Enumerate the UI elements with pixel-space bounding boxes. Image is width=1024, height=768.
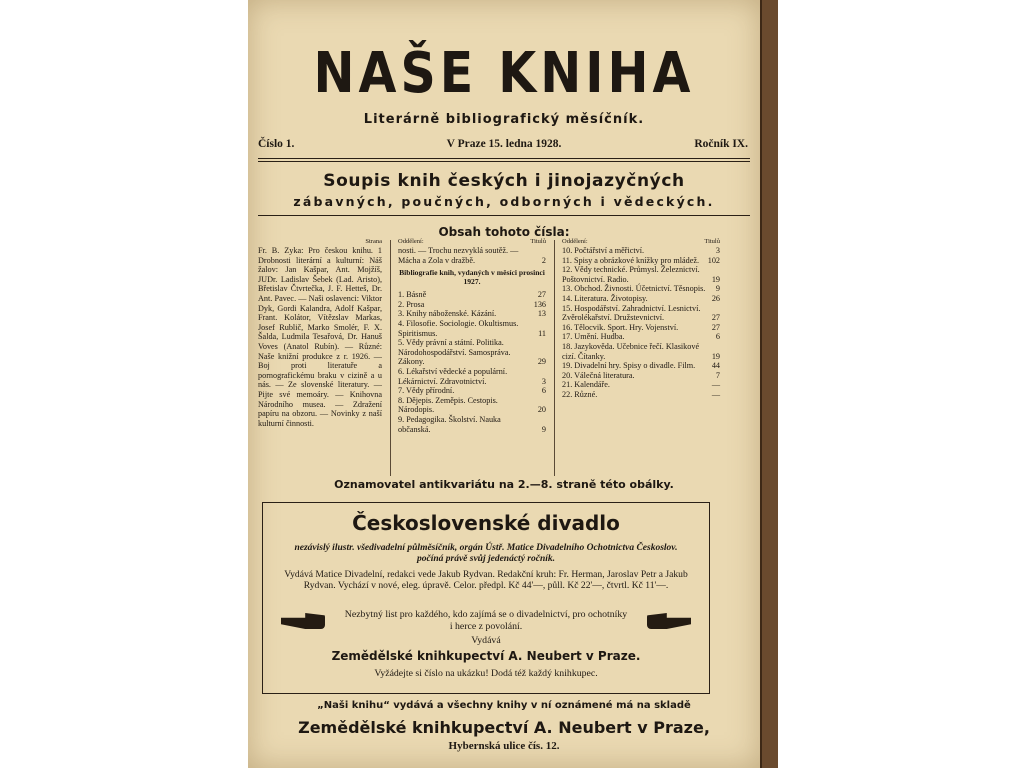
- entry-title: 13. Obchod. Živnosti. Účetnictví. Těsnopis.: [562, 284, 706, 294]
- entry-count: 9: [541, 424, 546, 434]
- entry-count: 44: [711, 361, 720, 371]
- entry-title: 21. Kalendáře.: [562, 380, 610, 390]
- entry-title: 5. Vědy právní a státní. Politika. Národohospodářství. Samospráva. Zákony.: [398, 338, 511, 367]
- list-item: [562, 265, 720, 284]
- catalog-heading: Soupis knih českých i jinojazyčných: [323, 171, 685, 191]
- ad-publisher: Zemědělské knihkupectví A. Neubert v Praze.: [331, 649, 641, 663]
- entry-count: 102: [707, 255, 720, 265]
- toc-col1-text: Fr. B. Zyka: Pro českou knihu. 1 Drobnosti literární a kulturní: Náš žalov: Jan Kašpar, Ant. Mojžíš, JUDr. Ladislav Šebek (Lad. Aristo), Břetislav Čtvrtečka, J. F. Hetteš, Dr. Ant. Pavec. — Naši oslavenci: Viktor Dyk, Gordi Kalandra, Adolf Kašpar, Frant. Kolátor, Vítězslav Markas, Josef Rublič, Marko Smolér, F. X. Šalda, Ludmila Tesařová, Dr. Hanuš Voves (Anatol Rubín). — Různé: Naše knižní produkce z r. 1926. — Boj proti literatuře a pornografickému braku v cizině a u nás. — Ze slovenské literatury. — Pijte své memoáry. — Knihovna Národního musea. — Zdražení papíru na obzoru. — Novinky z naší kulturní činnosti.: [258, 246, 382, 428]
- entry-title: 7. Vědy přírodní.: [398, 386, 455, 396]
- list-item: [562, 361, 720, 371]
- ad-publisher-label: Vydává: [471, 635, 501, 646]
- entry-title: 11. Spisy a obrázkové knížky pro mládež.: [562, 255, 700, 265]
- entry-count: 26: [711, 293, 720, 303]
- entry-title: 16. Tělocvik. Sport. Hry. Vojenství.: [562, 322, 679, 332]
- entry-count: 29: [537, 357, 546, 367]
- page-label: Strana: [365, 238, 382, 245]
- entry-count: 9: [715, 284, 720, 294]
- footer-publisher: Zemědělské knihkupectví A. Neubert v Praze,: [298, 718, 710, 737]
- volume-number: Ročník IX.: [694, 138, 748, 150]
- entry-count: 19: [711, 351, 720, 361]
- list-item: [562, 390, 720, 400]
- divider-toc: [258, 215, 750, 216]
- list-item: [562, 323, 720, 333]
- book-spine: [760, 0, 778, 768]
- ad-description: nezávislý ilustr. všedivadelní půlměsíčník, orgán Ústř. Matice Divadelního Ochotnictva Českoslov. počíná právě svůj jedenáctý ročník.: [294, 543, 678, 564]
- toc-title: Obsah tohoto čísla:: [438, 225, 570, 239]
- entry-title: 22. Různé.: [562, 389, 598, 399]
- masthead-subtitle: Literárně bibliografický měsíčník.: [363, 112, 645, 127]
- entry-count: 6: [715, 332, 720, 342]
- entry-count: 27: [537, 290, 546, 300]
- list-item: [398, 319, 546, 338]
- entry-title: 17. Umění. Hudba.: [562, 332, 625, 342]
- entry-count: 27: [711, 313, 720, 323]
- entry-title: 14. Literatura. Životopisy.: [562, 293, 648, 303]
- list-item: [562, 256, 720, 266]
- list-item: [562, 342, 720, 361]
- entry-title: 19. Divadelní hry. Spisy o divadle. Film.: [562, 361, 696, 371]
- column-separator: [554, 240, 555, 476]
- issue-number: Číslo 1.: [258, 138, 295, 150]
- entry-count: 3: [541, 376, 546, 386]
- list-item: [562, 332, 720, 342]
- entry-count: 136: [533, 299, 546, 309]
- entry-title: 10. Počtářství a měřictví.: [562, 246, 645, 255]
- toc-column-3: [562, 237, 720, 400]
- footer-line-1: „Naši knihu“ vydává a všechny knihy v ní oznámené má na skladě: [317, 700, 691, 711]
- entry-title: 3. Knihy náboženské. Kázání.: [398, 309, 497, 319]
- pointing-hand-icon: [281, 613, 325, 629]
- advertisement-box: [262, 502, 710, 694]
- entry-count: —: [711, 380, 720, 390]
- entry-title: 2. Prosa: [398, 299, 425, 309]
- titles-label: Titulů: [530, 238, 546, 245]
- toc-column-1: [258, 237, 382, 428]
- entry-title: 9. Pedagogika. Školství. Naukа občanská.: [398, 414, 501, 434]
- ad-note: Nezbytný list pro každého, kdo zajímá se o divadelnictví, pro ochotníky i herce z povolání.: [344, 609, 628, 632]
- toc-column-2: [398, 237, 546, 434]
- list-item: [562, 246, 720, 256]
- pointing-hand-icon: [647, 613, 691, 629]
- list-item: nosti. — Trochu nezvyklá soutěž. — Mácha a Zola v dražbě. 2: [398, 246, 546, 265]
- issue-date: V Praze 15. ledna 1928.: [446, 138, 562, 150]
- divider-top-double: [258, 161, 750, 162]
- list-item: [398, 396, 546, 415]
- entry-count: 19: [711, 274, 720, 284]
- ad-title: Československé divadlo: [352, 511, 620, 535]
- entry-title: 1. Básně: [398, 290, 427, 300]
- antiquarian-notice: Oznamovatel antikvariátu na 2.—8. straně této obálky.: [334, 478, 674, 491]
- footer-address: Hybernská ulice čís. 12.: [448, 740, 560, 752]
- entry-title: 12. Vědy technické. Průmysl. Železnictví. Poštovnictví. Radio.: [562, 265, 700, 284]
- list-item: [398, 415, 546, 434]
- entry-count: 13: [537, 309, 546, 319]
- entry-title: 4. Filosofie. Sociologie. Okultismus. Spiritismus.: [398, 318, 519, 338]
- entry-count: 6: [541, 386, 546, 396]
- divider-top: [258, 158, 750, 159]
- list-item: [398, 386, 546, 396]
- bibliography-heading: Bibliografie knih, vydaných v měsíci prosinci 1927.: [399, 268, 545, 287]
- dept-label: Oddělení:: [398, 238, 424, 245]
- magazine-cover: [248, 0, 760, 768]
- entry-title: 6. Lékařství vědecké a populární. Lékárnictví. Zdravotnictví.: [398, 366, 508, 386]
- entry-title: 15. Hospodářství. Zahradnictví. Lesnictví. Zvěrolékařství. Družstevnictví.: [562, 303, 701, 323]
- list-item: [398, 367, 546, 386]
- list-item: [562, 294, 720, 304]
- entry-count: 7: [715, 370, 720, 380]
- list-item: [562, 284, 720, 294]
- masthead-title: NAŠE KNIHA: [313, 40, 695, 106]
- ad-body: Vydává Matice Divadelní, redakci vede Jakub Rydvan. Redakční kruh: Fr. Herman, Jaroslav Petr a Jakub Rydvan. Vychází v nové, eleg. úpravě. Celor. předpl. Kč 44'—, půll. Kč 22'—, čtvrtl. Kč 11'—.: [284, 569, 688, 592]
- entry-title: 18. Jazykověda. Učebnice řečí. Klasikové cizí. Čítanky.: [562, 341, 700, 361]
- column-separator: [390, 240, 391, 476]
- list-item: [398, 338, 546, 367]
- list-item: [562, 380, 720, 390]
- entry-count: 20: [537, 405, 546, 415]
- entry-count: 3: [715, 246, 720, 255]
- list-item: [398, 309, 546, 319]
- list-item: [398, 300, 546, 310]
- entry-count: 27: [711, 322, 720, 332]
- entry-title: 8. Dějepis. Zeměpis. Cestopis. Národopis.: [398, 395, 498, 415]
- entry-count: 11: [538, 328, 546, 338]
- entry-count: —: [711, 389, 720, 399]
- ad-sample-offer: Vyžádejte si číslo na ukázku! Dodá též každý knihkupec.: [374, 668, 598, 679]
- catalog-subheading: zábavných, poučných, odborných i vědeckých.: [293, 194, 715, 209]
- list-item: [562, 371, 720, 381]
- list-item: [562, 304, 720, 323]
- titles-label: Titulů: [704, 238, 720, 245]
- dept-label: Oddělení:: [562, 238, 588, 245]
- list-item: [398, 290, 546, 300]
- entry-title: 20. Válečná literatura.: [562, 370, 635, 380]
